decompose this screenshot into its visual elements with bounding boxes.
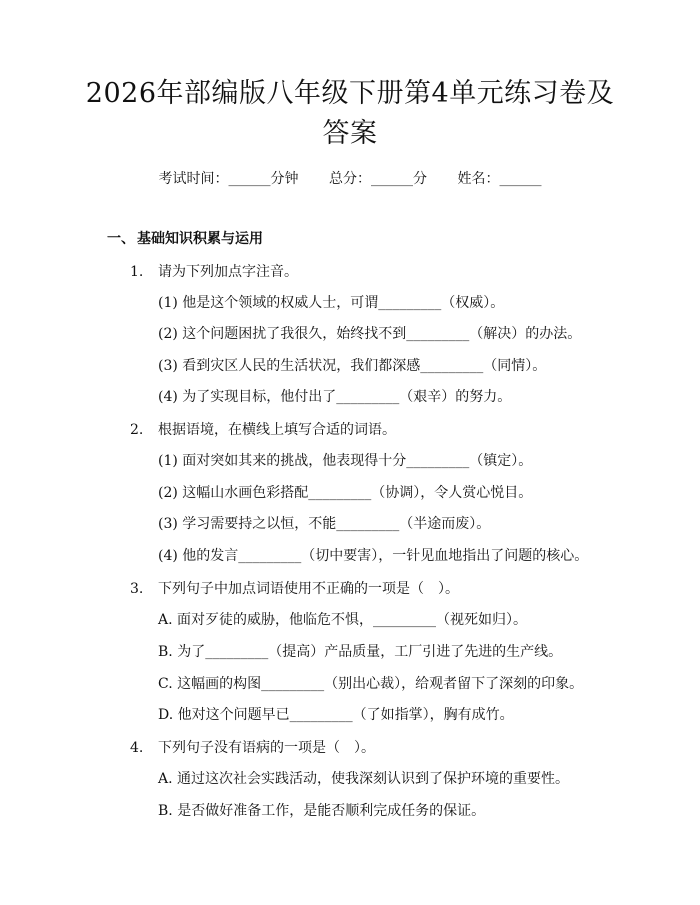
exam-name: 姓名：______ — [457, 171, 542, 187]
question-item: (4) 为了实现目标，他付出了_________（艰辛）的努力。 — [158, 389, 512, 405]
question-item: (2) 这个问题困扰了我很久，始终找不到_________（解决）的办法。 — [158, 326, 582, 342]
question-text: 根据语境，在横线上填写合适的词语。 — [158, 422, 396, 438]
section-label: 基础知识积累与运用 — [137, 231, 263, 247]
question-4 — [130, 739, 375, 757]
question-3 — [130, 580, 459, 598]
question-item: A. 面对歹徒的威胁，他临危不惧，_________（视死如归）。 — [158, 612, 528, 628]
section-number: 一、 — [107, 231, 135, 247]
question-item: D. 他对这个问题早已_________（了如指掌），胸有成竹。 — [158, 707, 514, 723]
question-item: C. 这幅画的构图_________（别出心裁），给观者留下了深刻的印象。 — [158, 676, 584, 692]
question-number: 1. — [130, 264, 144, 280]
page-title — [0, 74, 700, 154]
title-line-1: 2026年部编版八年级下册第4单元练习卷及 — [85, 78, 615, 109]
question-text: 下列句子没有语病的一项是（ ）。 — [158, 740, 375, 756]
exam-meta — [0, 170, 700, 188]
question-item: (4) 他的发言_________（切中要害），一针见血地指出了问题的核心。 — [158, 548, 589, 564]
question-1 — [130, 263, 298, 281]
question-text: 下列句子中加点词语使用不正确的一项是（ ）。 — [158, 581, 459, 597]
question-text: 请为下列加点字注音。 — [158, 264, 298, 280]
question-item: (1) 他是这个领域的权威人士，可谓_________（权威）。 — [158, 295, 505, 311]
section-heading — [107, 230, 263, 248]
question-item: (3) 学习需要持之以恒，不能_________（半途而废）。 — [158, 516, 491, 532]
exam-time: 考试时间：______分钟 — [158, 171, 299, 187]
question-item: (1) 面对突如其来的挑战，他表现得十分_________（镇定）。 — [158, 453, 533, 469]
question-number: 2. — [130, 422, 144, 438]
question-item: (2) 这幅山水画色彩搭配_________（协调），令人赏心悦目。 — [158, 485, 533, 501]
question-item: B. 为了_________（提高）产品质量，工厂引进了先进的生产线。 — [158, 644, 563, 660]
question-2 — [130, 421, 396, 439]
question-item: A. 通过这次社会实践活动，使我深刻认识到了保护环境的重要性。 — [158, 771, 570, 787]
exam-score: 总分：______分 — [329, 171, 427, 187]
question-number: 3. — [130, 581, 144, 597]
question-number: 4. — [130, 740, 144, 756]
question-item: (3) 看到灾区人民的生活状况，我们都深感_________（同情）。 — [158, 358, 547, 374]
title-line-2: 答案 — [322, 118, 378, 149]
question-item: B. 是否做好准备工作，是能否顺利完成任务的保证。 — [158, 803, 486, 819]
